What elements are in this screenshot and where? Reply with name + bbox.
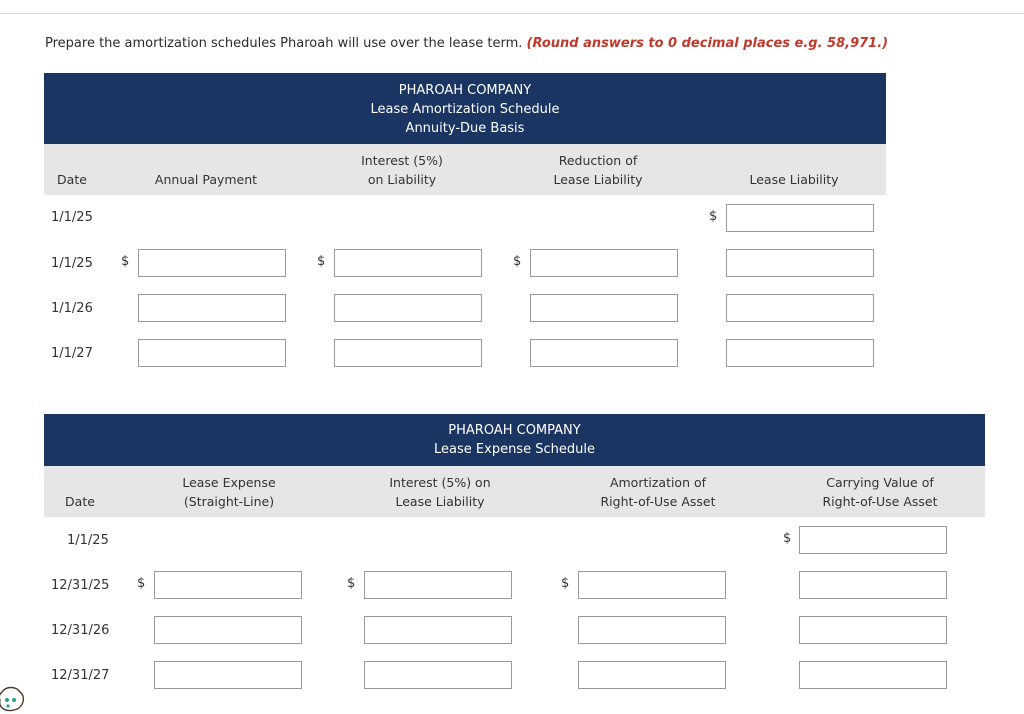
lease-expense-input[interactable] [154,571,302,599]
header-reduction: Reduction of Lease Liability [553,153,643,187]
annual-payment-input[interactable] [138,339,286,367]
schedule1-subtitle2: Annuity-Due Basis [405,121,525,136]
amortization-input[interactable] [578,616,726,644]
schedule2-banner [44,414,985,466]
reduction-input[interactable] [530,339,678,367]
lease-liability-input[interactable] [726,249,874,277]
reduction-input[interactable] [530,249,678,277]
annual-payment-input[interactable] [138,249,286,277]
lease-liability-input[interactable] [726,339,874,367]
instructions-text: Prepare the amortization schedules Pharoah will use over the lease term. [45,36,523,51]
header-interest: Interest (5%) on Liability [361,153,443,187]
carrying-value-input[interactable] [799,616,947,644]
lease-expense-input[interactable] [154,661,302,689]
schedule1-banner [44,73,886,144]
interest-input[interactable] [334,339,482,367]
schedule2-row-date: 1/1/25 [67,533,109,548]
carrying-value-input[interactable] [799,571,947,599]
currency-symbol: $ [347,576,356,591]
amortization-input[interactable] [578,571,726,599]
header-interest: Interest (5%) on Lease Liability [389,475,491,509]
header-date: Date [57,172,87,187]
header-carrying-value: Carrying Value of Right-of-Use Asset [822,475,938,509]
currency-symbol: $ [137,576,146,591]
schedule2-header-row [44,466,985,517]
amortization-input[interactable] [578,661,726,689]
schedule2-row-date: 12/31/26 [51,623,110,638]
currency-symbol: $ [317,254,326,269]
currency-symbol: $ [709,209,718,224]
header-annual-payment: Annual Payment [154,172,258,187]
assistant-blob-icon[interactable] [0,684,26,714]
annual-payment-input[interactable] [138,294,286,322]
instructions [45,36,888,51]
lease-liability-input[interactable] [726,294,874,322]
interest-input[interactable] [334,294,482,322]
schedule1-row-date: 1/1/26 [51,301,93,316]
header-amortization: Amortization of Right-of-Use Asset [600,475,716,509]
interest-input[interactable] [364,616,512,644]
reduction-input[interactable] [530,294,678,322]
header-lease-liability: Lease Liability [749,172,839,187]
schedule2-row-date: 12/31/27 [51,668,110,683]
carrying-value-input[interactable] [799,661,947,689]
schedule1-row-date: 1/1/25 [51,210,93,225]
interest-input[interactable] [364,661,512,689]
schedule2-subtitle: Lease Expense Schedule [434,442,595,457]
currency-symbol: $ [121,254,130,269]
schedule2-title: PHAROAH COMPANY [448,423,581,438]
currency-symbol: $ [513,254,522,269]
currency-symbol: $ [783,531,792,546]
schedule1-header-row [44,144,886,195]
lease-expense-input[interactable] [154,616,302,644]
lease-liability-input[interactable] [726,204,874,232]
header-date: Date [65,494,95,509]
interest-input[interactable] [364,571,512,599]
schedule1-row-date: 1/1/25 [51,256,93,271]
schedule1-subtitle: Lease Amortization Schedule [370,102,560,117]
schedule2-row-date: 12/31/25 [51,578,110,593]
currency-symbol: $ [561,576,570,591]
interest-input[interactable] [334,249,482,277]
header-lease-expense: Lease Expense (Straight-Line) [182,475,276,509]
schedule1-row-date: 1/1/27 [51,346,93,361]
carrying-value-input[interactable] [799,526,947,554]
top-divider [0,13,1024,14]
schedule1-title: PHAROAH COMPANY [398,83,532,98]
rounding-hint: (Round answers to 0 decimal places e.g. 58,971.) [526,36,889,51]
